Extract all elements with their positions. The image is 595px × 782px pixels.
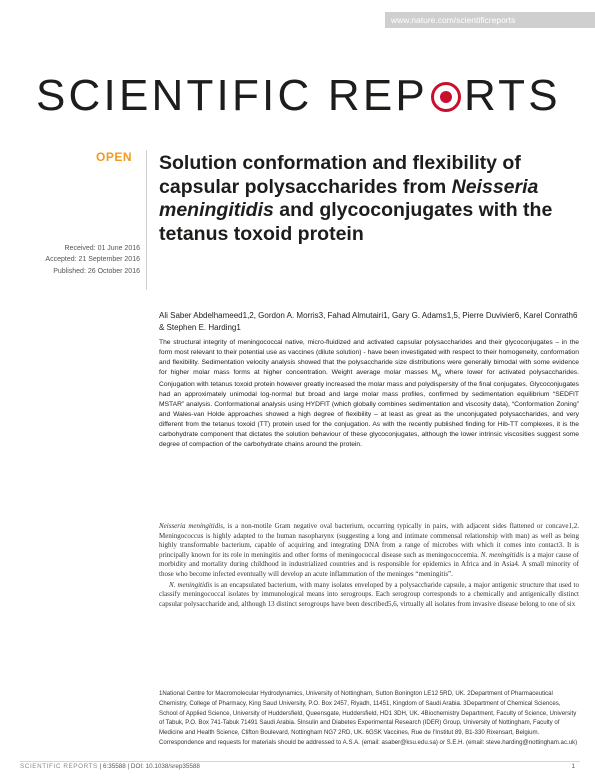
masthead-text-part1: SCIENTIFIC REP	[36, 71, 428, 120]
title-part2: and glycoconjugates with the tetanus toxoid protein	[159, 199, 553, 245]
open-access-label: OPEN	[96, 150, 133, 164]
journal-masthead	[36, 71, 561, 120]
author-list: Ali Saber Abdelhameed1,2, Gordon A. Morris3, Fahad Almutairi1, Gary G. Adams1,5, Pierre Duvivier6, Karel Conrath6 & Stephen E. Harding1	[159, 311, 578, 332]
species-italic: N. meningitidis	[169, 580, 213, 589]
article-dates	[20, 243, 140, 277]
body-p1-text-b: is a major cause of morbidity and mortality during childhood in industrialized countries and is responsible for epidemics in Africa and in Asia4. A small minority of those who become infected eventually will develop an acute inflammation of the meninges “meningitis”.	[159, 550, 580, 578]
body-p1-text-a: , is a non-motile Gram negative oval bacterium, occurring typically in pairs, with adjacent sides flattened or concave1,2. Meningococcus is highly adapted to the human nasopharynx (suggesting a long and intimate commensal relationship with man) as well as being highly transformable bacterium, capable of acquiring and integrating DNA from a range of microbes with which it comes into contact3. It is principally known for its role in meningitis and other forms of meningococcal disease such as meningococcemia.	[159, 522, 579, 559]
body-text	[159, 522, 579, 610]
page-number: 1	[571, 763, 575, 770]
title-italic: Neisseria meningitidis	[159, 175, 539, 221]
species-italic: N. meningitidis	[480, 550, 524, 559]
footer-journal-name: SCIENTIFIC REPORTS	[20, 763, 98, 770]
title-part1: Solution conformation and flexibility of capsular polysaccharides from	[159, 152, 521, 198]
body-paragraph-2	[159, 581, 579, 610]
abstract-mw-subscript: w	[437, 372, 442, 379]
affiliations: 1National Centre for Macromolecular Hydrodynamics, University of Nottingham, Sutton Bonington LE12 5RD, UK. 2Department of Pharmaceutical Chemistry, College of Pharmacy, King Saud University, P.O. Box 2457, Riyadh, 11451, Kingdom of Saudi Arabia. 3Department of Chemical Sciences, School of Applied Science, University of Huddersfield, Queensgate, Huddersfield, HD1 3DH, UK. 4Biochemistry Department, Faculty of Science, University of Tabuk, P.O. Box 741-Tabuk 71491 Saudi Arabia. 5Insulin and Diabetes Experimental Research (IDER) Group, University of Nottingham, Faculty of Medicine and Health Science, Clifton Boulevard, Nottingham NG7 2RD, UK. 6GSK Vaccines, Rue de l’Institut 89, B1-330 Rixensart, Belgium. Correspondence and requests for materials should be addressed to A.S.A. (email: asaber@ksu.edu.sa) or S.E.H. (email: steve.harding@nottingham.ac.uk)	[159, 690, 578, 746]
footer-divider	[20, 761, 580, 762]
abstract-text-a: The structural integrity of meningococcal native, micro-fluidized and activated capsular polysaccharides and their glycoconjugates – in the form most relevant to their potential use as vaccines (dilute solution) - have been investigated with respect to their homogeneity, conformation and flexibility. Sedimentation velocity analysis showed that the polysaccharide size distributions were generally bimodal with some evidence for higher molar mass forms at higher concentration. Weight average molar masses M	[159, 339, 579, 376]
accepted-date: Accepted: 21 September 2016	[45, 256, 140, 264]
journal-o-logo-icon	[431, 82, 461, 112]
published-date: Published: 26 October 2016	[53, 267, 140, 275]
margin-divider	[146, 150, 147, 290]
footer-citation	[20, 763, 200, 770]
received-date: Received: 01 June 2016	[64, 245, 140, 252]
footer-doi: | 6:35588 | DOI: 10.1038/srep35588	[97, 763, 200, 770]
body-p2-text: is an encapsulated bacterium, with many isolates enveloped by a polysaccharide capsule, a major antigenic structure that used to classify meningococcal isolates by immunological means into serogroups. Each serogroup corresponds to a chemically and antigenically distinct capsular polysaccharide and, although 13 distinct serogroups have been described5,6, virtually all isolates from invasive disease belong to one of six	[159, 580, 579, 608]
article-title	[159, 152, 579, 246]
masthead-text-part2: RTS	[463, 71, 561, 120]
species-italic: Neisseria meningitidis	[159, 522, 223, 530]
abstract	[159, 338, 579, 450]
journal-url-link[interactable]: www.nature.com/scientificreports	[385, 12, 595, 28]
abstract-text-b: where lower for activated polysaccharides. Conjugation with tetanus toxoid protein however greatly increased the molar mass and polydispersity of the final conjugates. Glycoconjugates had an approximately unimodal log-normal but broad and large molar mass profiles, confirmed by sedimentation equilibrium “SEDFIT MSTAR” analysis. Conformational analysis using HYDFIT (which globally combines sedimentation and viscosity data), “Conformation Zoning” and Wales-van Holde approaches showed a high degree of flexibility – at least as great as the unconjugated polysaccharides, and very different from the tetanus toxoid (TT) protein used for the conjugation. As with the recently published finding for Hib-TT complexes, it is the carbohydrate component that dictates the solution behaviour of these glycoconjugates, although the lower intrinsic viscosities suggest some degree of compaction of the carbohydrate chains around the protein.	[159, 369, 579, 449]
body-paragraph-1	[159, 522, 579, 580]
